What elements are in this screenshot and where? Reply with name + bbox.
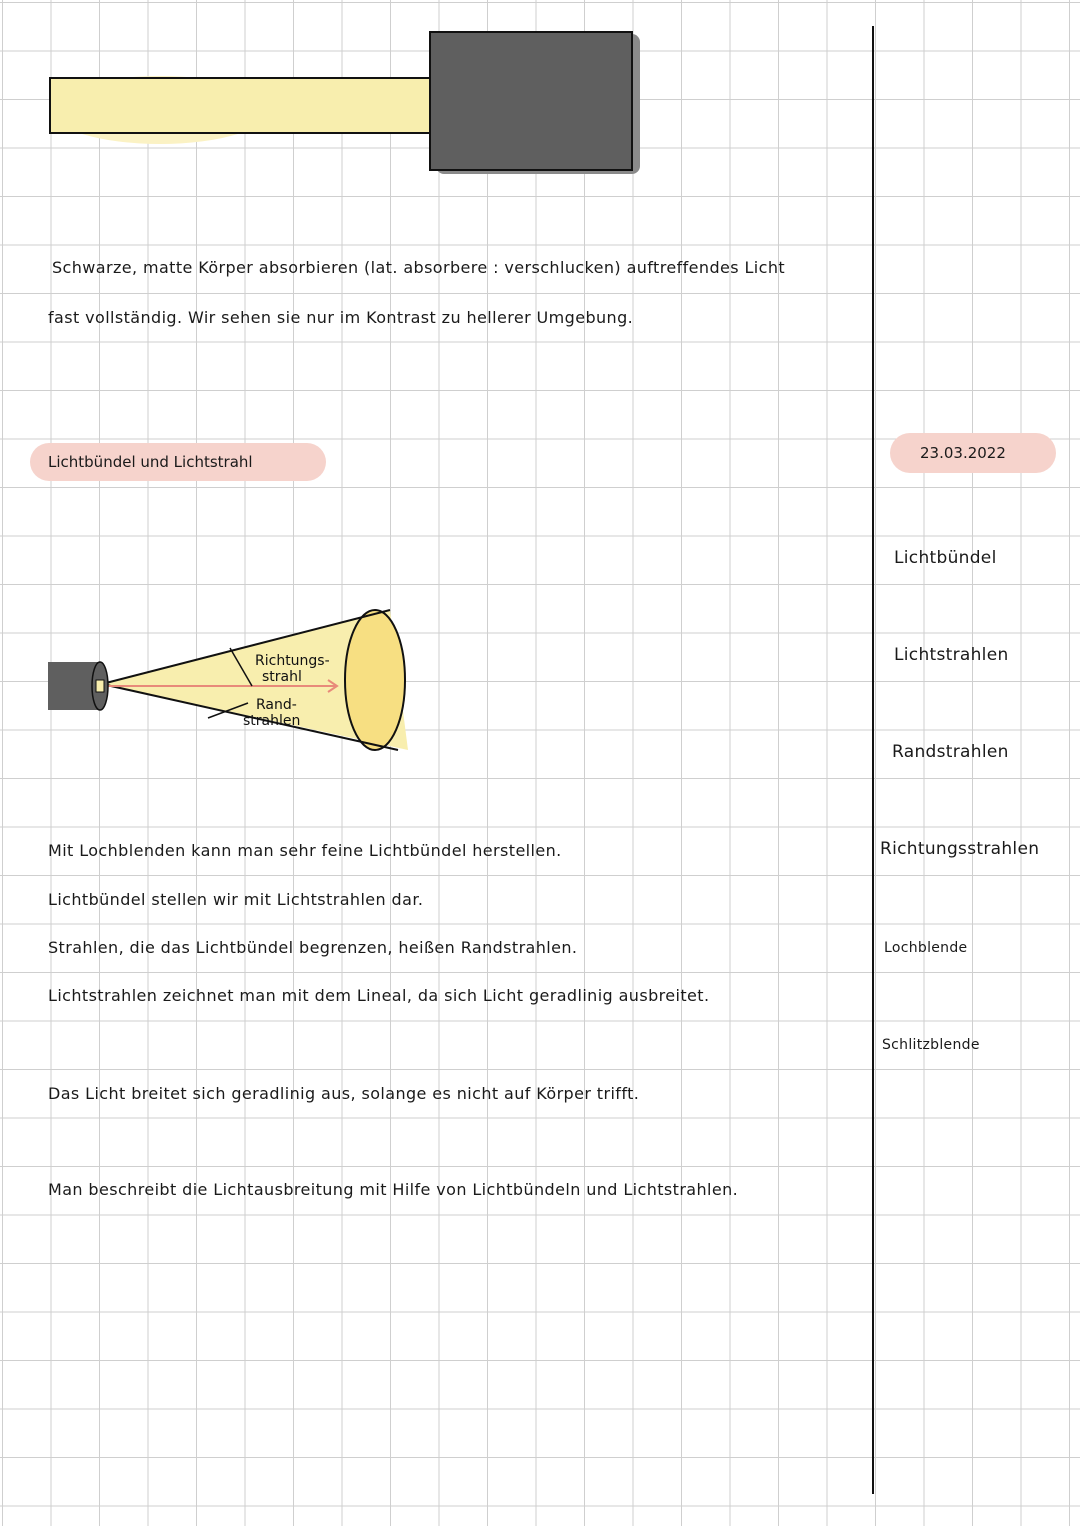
intro-line-2: fast vollständig. Wir sehen sie nur im Kontrast zu hellerer Umgebung. — [48, 308, 634, 327]
absorption-illustration — [40, 24, 660, 184]
label-edge-rays: Rand- — [256, 697, 297, 713]
sidebar-term-lichtbuendel: Lichtbündel — [894, 548, 997, 568]
body-line-4: Lichtstrahlen zeichnet man mit dem Lineal, da sich Licht geradlinig ausbreitet. — [48, 986, 710, 1005]
lamp-opening — [96, 680, 104, 692]
date-label: 23.03.2022 — [920, 444, 1006, 462]
section-heading: Lichtbündel und Lichtstrahl — [48, 453, 253, 471]
sidebar-term-lichtstrahlen: Lichtstrahlen — [894, 645, 1009, 665]
sidebar-term-richtungsstrahlen: Richtungsstrahlen — [880, 839, 1040, 859]
sidebar-term-lochblende: Lochblende — [884, 940, 968, 956]
body-line-3: Strahlen, die das Lichtbündel begrenzen, heißen Randstrahlen. — [48, 938, 578, 957]
black-body — [430, 32, 632, 170]
light-bundle-diagram — [40, 600, 420, 780]
sidebar-term-schlitzblende: Schlitzblende — [882, 1037, 980, 1053]
light-beam — [50, 78, 432, 133]
label-direction-ray-2: strahl — [262, 669, 302, 685]
body-line-1: Mit Lochblenden kann man sehr feine Lichtbündel herstellen. — [48, 841, 562, 860]
margin-divider — [872, 26, 874, 1494]
light-spot — [345, 610, 405, 750]
body-line-5: Das Licht breitet sich geradlinig aus, solange es nicht auf Körper trifft. — [48, 1084, 640, 1103]
heading-highlight — [30, 443, 326, 481]
intro-line-1: Schwarze, matte Körper absorbieren (lat. absorbere : verschlucken) auftreffendes Licht — [52, 258, 786, 277]
body-line-6: Man beschreibt die Lichtausbreitung mit Hilfe von Lichtbündeln und Lichtstrahlen. — [48, 1180, 739, 1199]
date-highlight — [890, 433, 1056, 473]
label-edge-rays-2: strahlen — [243, 713, 301, 729]
sidebar-term-randstrahlen: Randstrahlen — [892, 742, 1009, 762]
body-line-2: Lichtbündel stellen wir mit Lichtstrahlen dar. — [48, 890, 424, 909]
label-direction-ray: Richtungs- — [255, 653, 330, 669]
